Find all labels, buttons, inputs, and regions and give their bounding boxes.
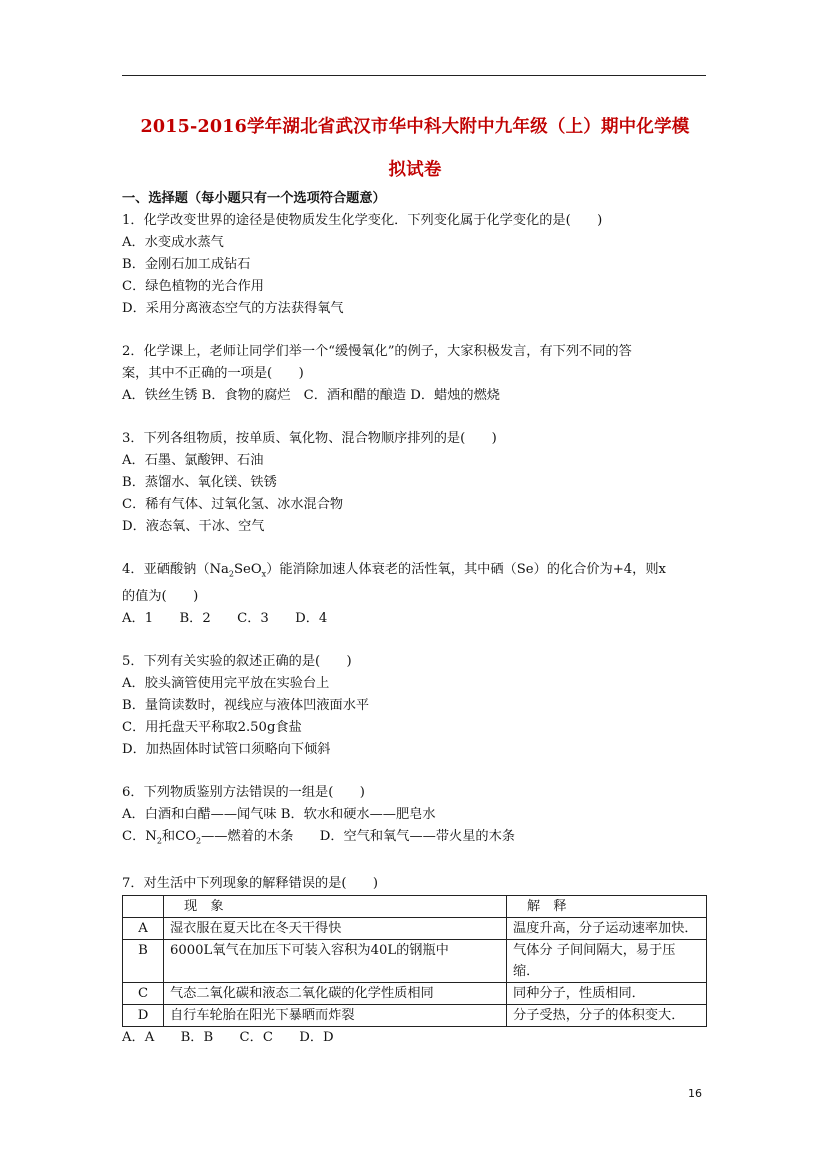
table-row bbox=[123, 983, 707, 1005]
title-line-1: 2015-2016学年湖北省武汉市华中科大附中九年级（上）期中化学模 bbox=[140, 117, 690, 137]
options-line: A．A B．B C．C D．D bbox=[122, 1030, 334, 1046]
row-explanation: 气体分 子间间隔大，易于压缩． bbox=[507, 940, 707, 983]
question-5 bbox=[122, 651, 712, 761]
option: D．液态氧、干冰、空气 bbox=[122, 519, 265, 534]
question-1 bbox=[122, 210, 712, 320]
question-stem: 3．下列各组物质，按单质、氧化物、混合物顺序排列的是( ) bbox=[122, 431, 497, 446]
table-row bbox=[123, 940, 707, 983]
row-phenomenon: 气态二氧化碳和液态二氧化碳的化学性质相同 bbox=[164, 983, 507, 1005]
row-explanation: 分子受热，分子的体积变大． bbox=[507, 1005, 707, 1027]
row-phenomenon: 自行车轮胎在阳光下暴晒而炸裂 bbox=[164, 1005, 507, 1027]
option: B．蒸馏水、氧化镁、铁锈 bbox=[122, 475, 277, 490]
exam-content bbox=[122, 188, 712, 1049]
row-key: A bbox=[123, 918, 164, 940]
question-stem: 6．下列物质鉴别方法错误的一组是( ) bbox=[122, 784, 365, 800]
title-line-2: 拟试卷 bbox=[388, 160, 442, 180]
options-line: A．1 B．2 C．3 D．4 bbox=[122, 610, 328, 626]
question-stem: 1．化学改变世界的途径是使物质发生化学变化．下列变化属于化学变化的是( ) bbox=[122, 213, 603, 228]
row-explanation: 温度升高，分子运动速率加快． bbox=[507, 918, 707, 940]
question-2 bbox=[122, 341, 712, 407]
question-stem-cont: 案，其中不正确的一项是( ) bbox=[122, 366, 304, 381]
option: D．加热固体时试管口须略向下倾斜 bbox=[122, 741, 331, 757]
option: C．稀有气体、过氧化氢、冰水混合物 bbox=[122, 497, 344, 512]
options-line: A．白酒和白醋——闻气味 B．软水和硬水——肥皂水 bbox=[122, 806, 436, 822]
table-row bbox=[123, 918, 707, 940]
row-phenomenon: 湿衣服在夏天比在冬天干得快 bbox=[164, 918, 507, 940]
header-rule bbox=[122, 75, 706, 76]
question-stem: 2．化学课上，老师让同学们举一个“缓慢氧化”的例子，大家积极发言，有下列不同的答 bbox=[122, 344, 632, 359]
option: B．量筒读数时，视线应与液体凹液面水平 bbox=[122, 697, 370, 713]
option: D．采用分离液态空气的方法获得氧气 bbox=[122, 301, 344, 316]
question-stem: 5．下列有关实验的叙述正确的是( ) bbox=[122, 653, 352, 669]
row-key: B bbox=[123, 940, 164, 983]
options-line: A．铁丝生锈 B．食物的腐烂 C．酒和醋的酿造 D．蜡烛的燃烧 bbox=[122, 388, 500, 403]
option: C．绿色植物的光合作用 bbox=[122, 279, 264, 294]
row-explanation: 同种分子，性质相同． bbox=[507, 983, 707, 1005]
section-heading: 一、选择题（每小题只有一个选项符合题意） bbox=[122, 191, 386, 206]
question-3 bbox=[122, 428, 712, 538]
question-stem: 7．对生活中下列现象的解释错误的是( ) bbox=[122, 876, 379, 892]
question-stem-cont: 的值为( ) bbox=[122, 588, 199, 604]
option: A．水变成水蒸气 bbox=[122, 235, 224, 250]
option: A．石墨、氯酸钾、石油 bbox=[122, 453, 264, 468]
options-line: C．$N_2$和$CO_2——$燃着的木条 D．空气和氧气——带火星的木条 bbox=[122, 828, 515, 846]
question-6 bbox=[122, 782, 712, 853]
table-row bbox=[123, 1005, 707, 1027]
table-header-row bbox=[123, 896, 707, 918]
table-header-explanation: 解 释 bbox=[507, 896, 707, 918]
page-number: 16 bbox=[688, 1087, 702, 1100]
option: B．金刚石加工成钻石 bbox=[122, 257, 251, 272]
row-phenomenon: 6000L氧气在加压下可装入容积为40L的钢瓶中 bbox=[164, 940, 507, 983]
question-stem: 4．亚硒酸钠$(Na_2SeO_x)$能消除加速人体衰老的活性氧，其中硒（Se）的化合价为+4，则x bbox=[122, 562, 666, 579]
question-4 bbox=[122, 559, 712, 630]
row-key: D bbox=[123, 1005, 164, 1027]
option: C．用托盘天平称取2.50g食盐 bbox=[122, 719, 302, 735]
option: A．胶头滴管使用完平放在实验台上 bbox=[122, 675, 330, 691]
explanation-table bbox=[122, 895, 707, 1027]
question-7 bbox=[122, 873, 712, 1049]
row-key: C bbox=[123, 983, 164, 1005]
table-cell bbox=[123, 896, 164, 918]
table-header-phenomenon: 现 象 bbox=[164, 896, 507, 918]
